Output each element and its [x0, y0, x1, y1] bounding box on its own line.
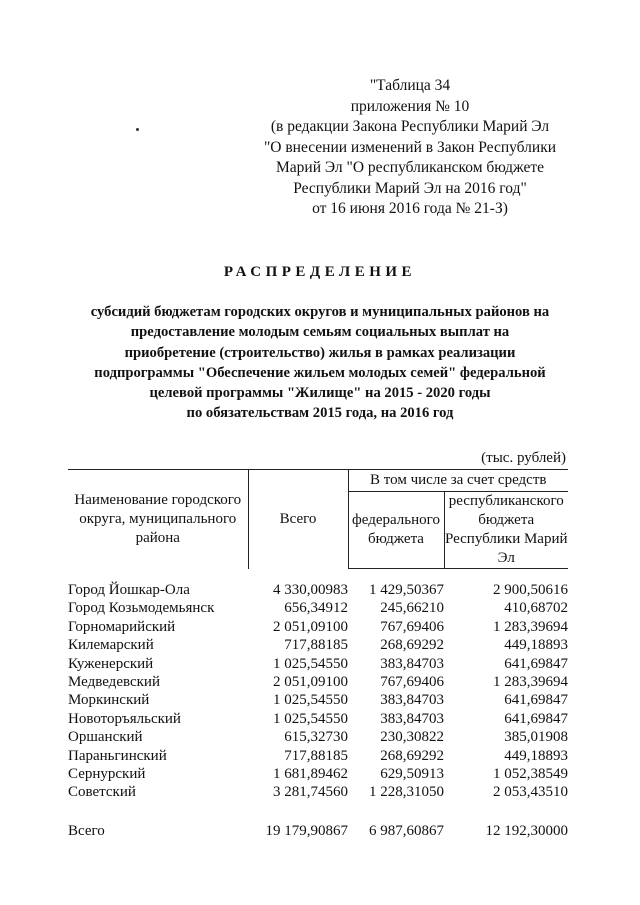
row-total: 1 681,89462 [273, 766, 348, 783]
row-name: Новоторъяльский [68, 710, 181, 727]
header-line: (в редакции Закона Республики Марий Эл [270, 118, 550, 135]
distribution-table [68, 469, 568, 840]
row-total: 717,88185 [284, 747, 348, 764]
table-row [68, 765, 568, 783]
row-federal: 245,66210 [380, 600, 444, 617]
header-republic: республиканского бюджета Республики Марий Эл [444, 492, 568, 569]
row-total: 1 025,54550 [273, 692, 348, 709]
table-row [68, 747, 568, 765]
row-total: 4 330,00983 [273, 582, 348, 598]
row-republic: 410,68702 [504, 600, 568, 617]
row-federal: 629,50913 [380, 766, 444, 783]
table-header-row [68, 470, 568, 492]
row-total: 2 051,09100 [273, 674, 348, 691]
document-subtitle [40, 302, 600, 424]
table-row [68, 691, 568, 709]
header-line: "О внесении изменений в Закон Республики [263, 138, 557, 156]
row-name: Параньгинский [68, 747, 167, 764]
row-federal: 767,69406 [380, 674, 444, 691]
row-republic: 449,18893 [504, 747, 568, 764]
row-federal: 230,30822 [380, 729, 444, 746]
header-line: Марий Эл "О республиканском бюджете [275, 159, 544, 176]
row-federal: 383,84703 [380, 655, 444, 672]
row-name: Город Козьмодемьянск [68, 600, 215, 617]
table-row [68, 636, 568, 654]
header-total: Всего [248, 470, 348, 569]
row-republic: 2 053,43510 [493, 784, 568, 801]
row-republic: 2 900,50616 [493, 582, 568, 598]
table-row [68, 581, 568, 599]
table-row [68, 655, 568, 673]
row-republic: 1 052,38549 [493, 766, 568, 783]
row-federal: 268,69292 [380, 637, 444, 654]
row-federal: 767,69406 [380, 618, 444, 635]
header-including: В том числе за счет средств [348, 470, 568, 492]
row-total: 3 281,74560 [273, 784, 348, 801]
document-header [240, 76, 580, 220]
total-federal: 6 987,60867 [369, 822, 444, 839]
total-name: Всего [68, 822, 105, 839]
header-line: приложения № 10 [350, 97, 470, 115]
row-name: Килемарский [68, 637, 154, 654]
row-federal: 268,69292 [380, 747, 444, 764]
header-line: "Таблица 34 [369, 77, 451, 94]
row-name: Оршанский [68, 729, 143, 746]
subtitle-line: приобретение (строительство) жилья в рамках реализации [124, 344, 516, 361]
row-federal: 1 429,50367 [369, 582, 444, 598]
subtitle-line: целевой программы "Жилище" на 2015 - 2020 годы [149, 385, 491, 402]
table-row [68, 673, 568, 691]
row-republic: 641,69847 [504, 710, 568, 727]
row-total: 1 025,54550 [273, 655, 348, 672]
header-name: Наименование городского округа, муниципального района [74, 491, 242, 546]
row-name: Медведевский [68, 674, 160, 691]
row-federal: 1 228,31050 [369, 784, 444, 801]
row-total: 717,88185 [284, 637, 348, 654]
document-title: РАСПРЕДЕЛЕНИЕ [223, 264, 417, 280]
header-federal: федерального бюджета [348, 492, 444, 569]
row-name: Горномарийский [68, 618, 176, 635]
table-total-row [68, 822, 568, 840]
row-name: Город Йошкар-Ола [68, 582, 190, 598]
table-row [68, 618, 568, 636]
table-row [68, 599, 568, 617]
row-republic: 385,01908 [504, 729, 568, 746]
row-name: Куженерский [68, 655, 154, 672]
table-row [68, 728, 568, 746]
row-total: 656,34912 [284, 600, 348, 617]
row-republic: 641,69847 [504, 692, 568, 709]
row-republic: 1 283,39694 [493, 674, 568, 691]
total-republic: 12 192,30000 [485, 822, 568, 839]
subtitle-line: предоставление молодым семьям социальных выплат на [130, 324, 510, 341]
table-row [68, 783, 568, 801]
row-federal: 383,84703 [380, 692, 444, 709]
row-name: Советский [68, 784, 136, 801]
row-total: 615,32730 [284, 729, 348, 746]
table-row [68, 710, 568, 728]
row-name: Моркинский [68, 692, 150, 709]
unit-label: (тыс. рублей) [481, 450, 566, 466]
row-republic: 1 283,39694 [493, 618, 568, 635]
scan-speck [136, 128, 139, 131]
subtitle-line: подпрограммы "Обеспечение жильем молодых семей" федеральной [94, 364, 546, 381]
total-sum: 19 179,90867 [265, 822, 348, 839]
subtitle-line: субсидий бюджетам городских округов и муниципальных районов на [90, 304, 550, 320]
row-federal: 383,84703 [380, 710, 444, 727]
row-republic: 641,69847 [504, 655, 568, 672]
header-line: Республики Марий Эл на 2016 год" [293, 179, 527, 197]
row-total: 2 051,09100 [273, 618, 348, 635]
row-name: Сернурский [68, 766, 146, 783]
header-line: от 16 июня 2016 года № 21-З) [312, 200, 508, 217]
subtitle-line: по обязательствам 2015 года, на 2016 год [186, 405, 454, 422]
row-republic: 449,18893 [504, 637, 568, 654]
row-total: 1 025,54550 [273, 710, 348, 727]
